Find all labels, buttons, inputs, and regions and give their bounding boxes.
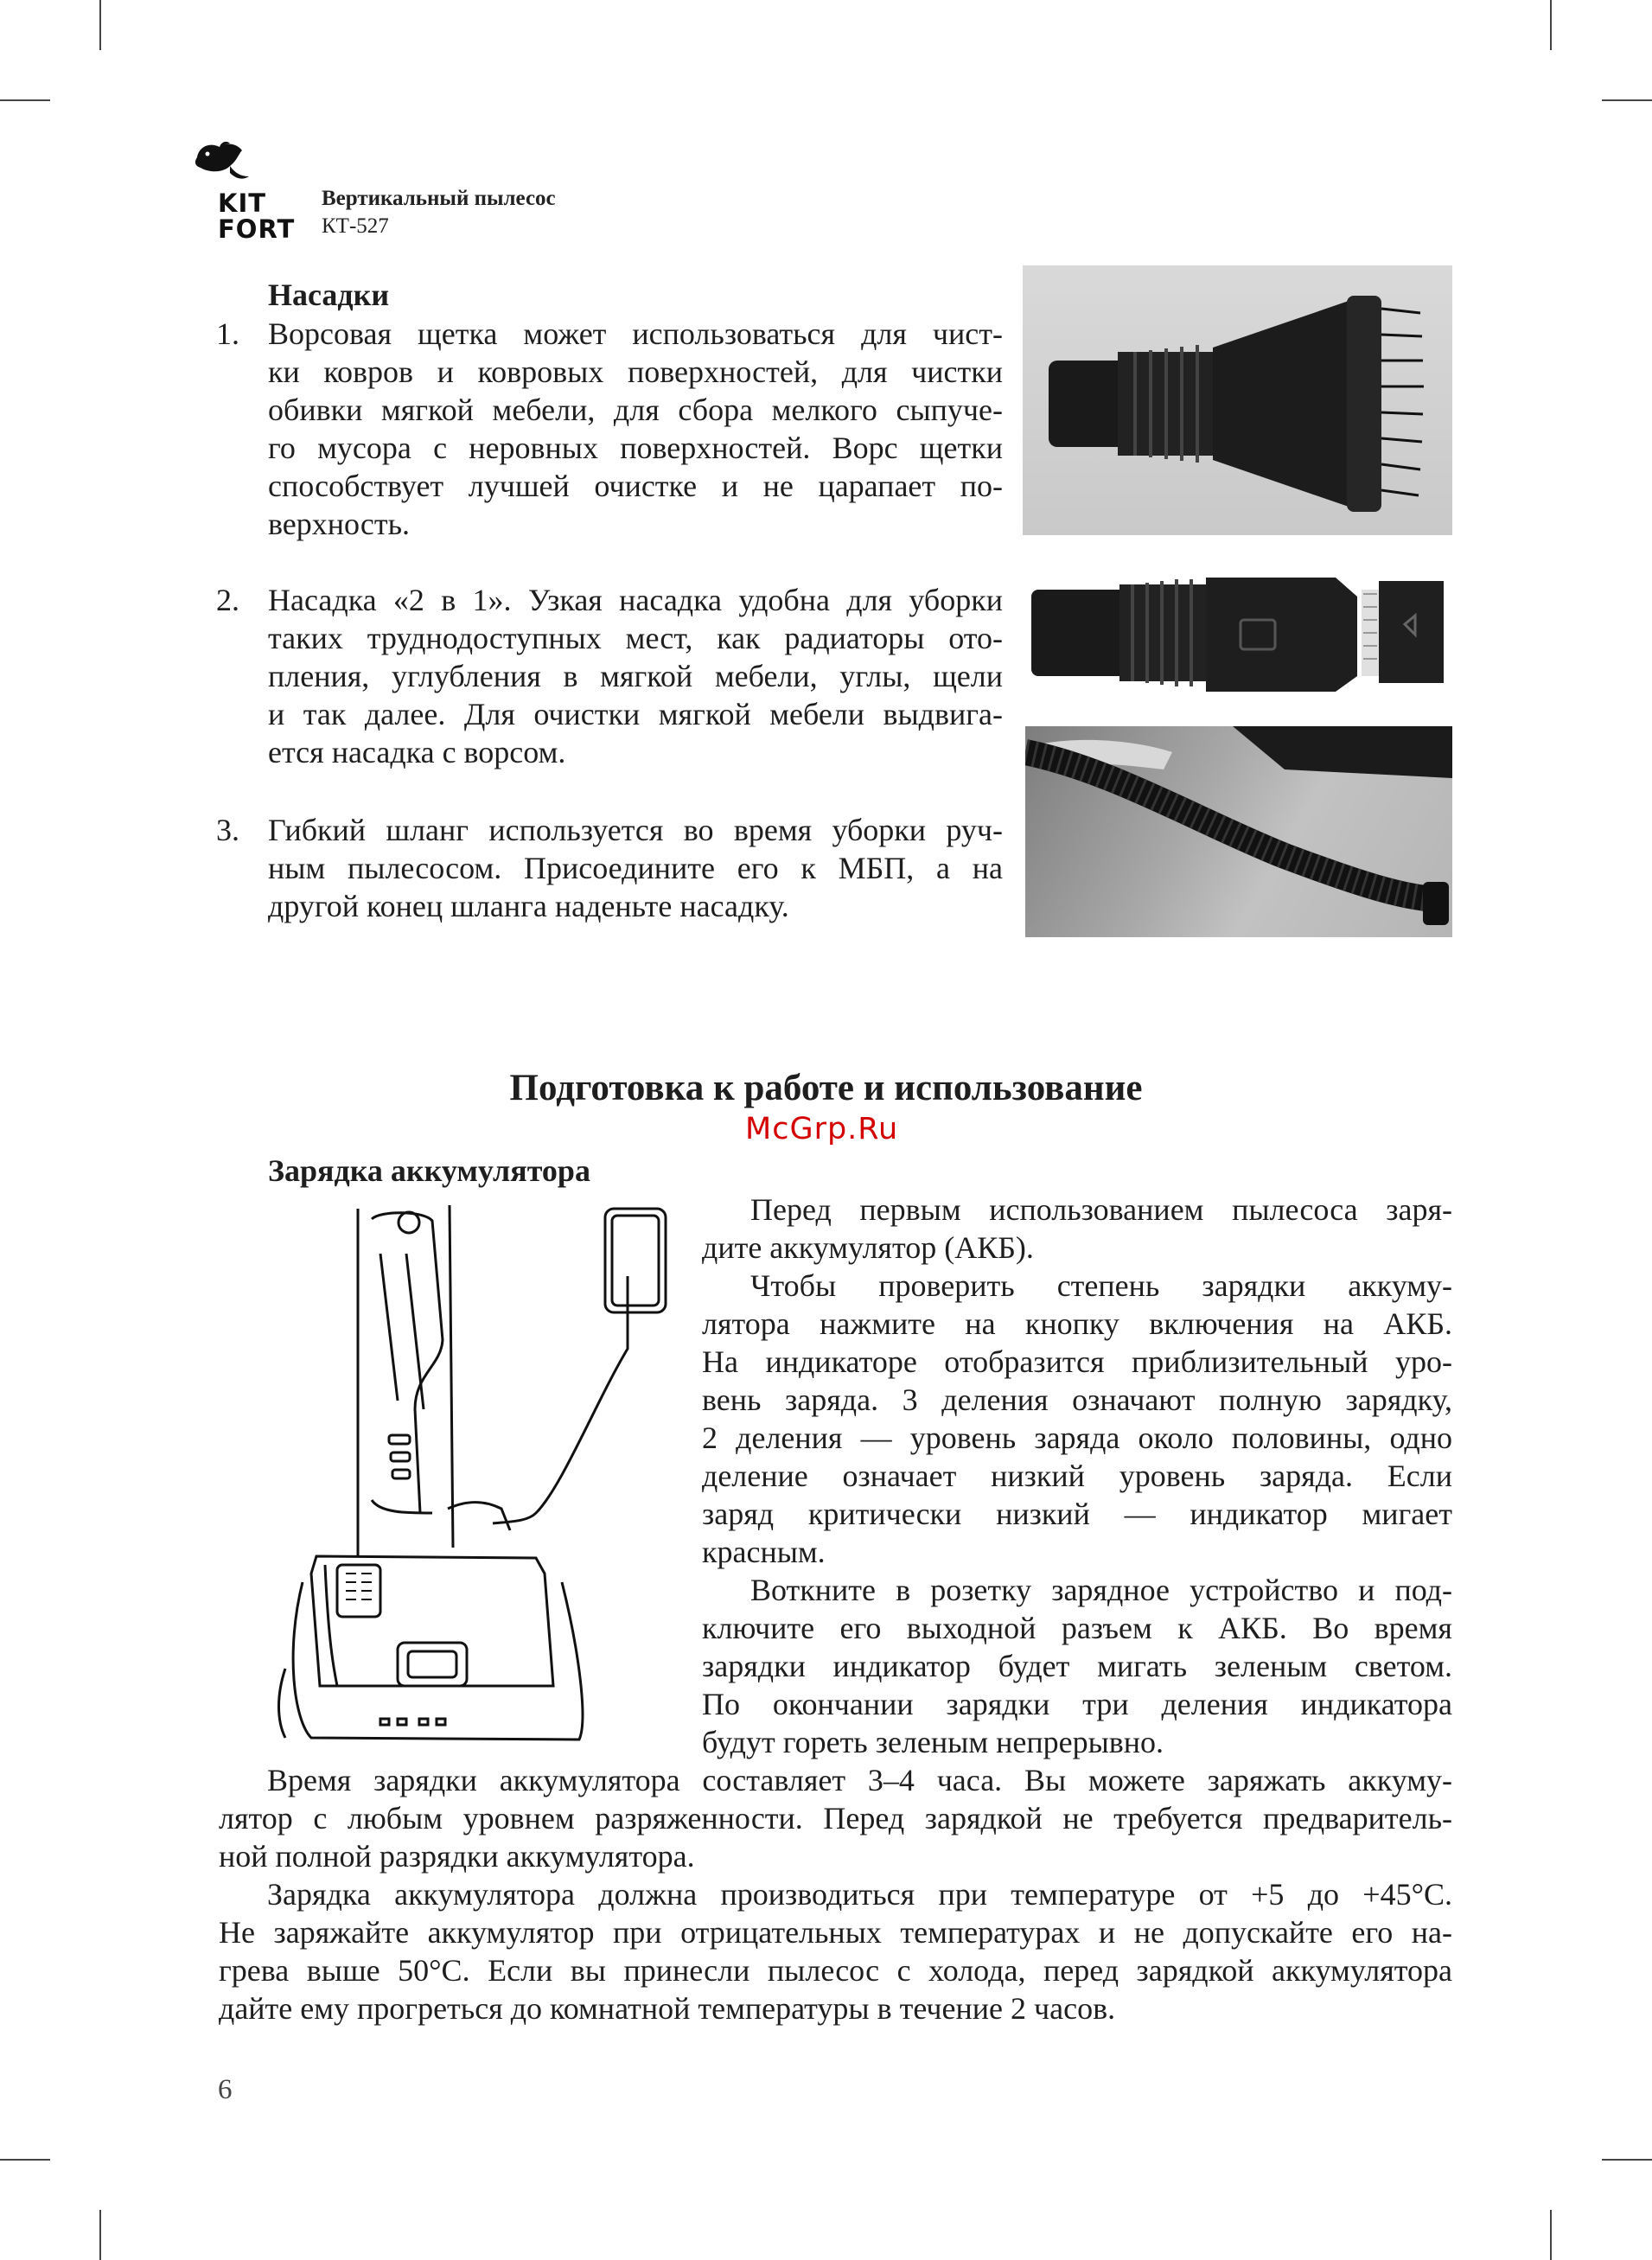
text-line: Воткните в розетку зарядное устройство и под-: [750, 1573, 1452, 1607]
kitfort-bird-icon: [188, 138, 252, 188]
nozzles-heading: Насадки: [268, 278, 390, 312]
crop-mark-bottom-left-v: [99, 2210, 101, 2260]
text-line: другой конец шланга наденьте насадку.: [268, 889, 789, 923]
text-line: лятор с любым уровнем разряженности. Перед зарядкой не требуется предваритель-: [219, 1801, 1452, 1835]
text-line: По окончании зарядки три деления индикатора: [702, 1687, 1452, 1721]
nozzle-item-3-text: [268, 811, 1003, 925]
text-line: Перед первым использованием пылесоса заря-: [750, 1192, 1452, 1227]
text-line: будут гореть зеленым непрерывно.: [702, 1725, 1164, 1759]
text-line: верхность.: [268, 507, 411, 541]
nozzle-item-1-text: [268, 315, 1003, 543]
crop-mark-bottom-left-h: [0, 2159, 50, 2161]
text-line: го мусора с неровных поверхностей. Ворс щетки: [268, 431, 1003, 465]
crop-mark-bottom-right-v: [1550, 2210, 1552, 2260]
text-line: Зарядка аккумулятора должна производиться при температуре от +5 до +45°С.: [267, 1877, 1452, 1912]
text-line: зарядки индикатор будет мигать зеленым светом.: [702, 1649, 1452, 1683]
charging-side-text: [702, 1191, 1452, 1761]
text-line: заряд критически низкий — индикатор мигает: [702, 1497, 1452, 1531]
text-line: Ворсовая щетка может использоваться для чист-: [268, 316, 1003, 351]
crop-mark-top-left-h: [0, 99, 50, 101]
logo-text-fort: FORT: [218, 214, 296, 244]
text-line: способствует лучшей очистке и не царапает по-: [268, 469, 1003, 503]
flexible-hose-photo: [1025, 726, 1452, 937]
text-line: Время зарядки аккумулятора составляет 3–4 часа. Вы можете заряжать аккуму-: [267, 1763, 1452, 1797]
crop-mark-top-right-v: [1550, 0, 1552, 50]
charging-full-text: [219, 1761, 1452, 2027]
text-line: 2 деления — уровень заряда около половины, одно: [702, 1420, 1452, 1455]
text-line: Насадка «2 в 1». Узкая насадка удобна для уборки: [268, 583, 1003, 617]
bristle-brush-photo: [1023, 265, 1452, 535]
kitfort-logo: [188, 138, 301, 242]
nozzle-item-number: 2.: [216, 583, 239, 617]
nozzle-item-number: 1.: [216, 316, 239, 351]
header-product-title: Вертикальный пылесос: [322, 187, 556, 210]
text-line: лятора нажмите на кнопку включения на АКБ.: [702, 1306, 1452, 1341]
text-line: грева выше 50°С. Если вы принесли пылесос с холода, перед зарядкой аккумулятора: [219, 1953, 1452, 1988]
logo-text-kit: KIT: [218, 188, 267, 218]
section-title: Подготовка к работе и использование: [509, 1068, 1143, 1108]
text-line: Не заряжайте аккумулятор при отрицательных температурах и не допускайте его на-: [219, 1915, 1452, 1950]
text-line: Гибкий шланг используется во время уборки руч-: [268, 813, 1003, 847]
text-line: ной полной разрядки аккумулятора.: [219, 1839, 695, 1874]
battery-charging-heading: Зарядка аккумулятора: [268, 1153, 590, 1188]
nozzle-item-2-text: [268, 581, 1003, 771]
text-line: ки ковров и ковровых поверхностей, для чистки: [268, 354, 1003, 389]
crop-mark-bottom-right-h: [1602, 2159, 1652, 2161]
text-line: На индикаторе отобразится приблизительный уро-: [702, 1344, 1452, 1379]
text-line: пления, углубления в мягкой мебели, углы, щели: [268, 659, 1003, 693]
nozzle-item-number: 3.: [216, 813, 239, 847]
text-line: обивки мягкой мебели, для сбора мелкого сыпуче-: [268, 393, 1003, 427]
crop-mark-top-right-h: [1602, 99, 1652, 101]
text-line: вень заряда. 3 деления означают полную зарядку,: [702, 1382, 1452, 1417]
text-line: таких труднодоступных мест, как радиаторы ото-: [268, 621, 1003, 655]
text-line: и так далее. Для очистки мягкой мебели выдвига-: [268, 697, 1003, 731]
text-line: ным пылесосом. Присоедините его к МБП, а на: [268, 851, 1003, 885]
crevice-nozzle-photo: [1024, 555, 1452, 709]
watermark: McGrp.Ru: [745, 1112, 899, 1146]
page-number: 6: [218, 2074, 233, 2105]
text-line: Чтобы проверить степень зарядки аккуму-: [750, 1268, 1452, 1303]
header-model: КТ-527: [322, 214, 389, 238]
text-line: дите аккумулятор (АКБ).: [702, 1230, 1034, 1265]
text-line: дайте ему прогреться до комнатной температуры в течение 2 часов.: [219, 1991, 1116, 2026]
text-line: ключите его выходной разъем к АКБ. Во время: [702, 1611, 1452, 1645]
crop-mark-top-left-v: [99, 0, 101, 50]
text-line: деление означает низкий уровень заряда. Если: [702, 1459, 1452, 1493]
text-line: красным.: [702, 1535, 826, 1569]
text-line: ется насадка с ворсом.: [268, 735, 566, 769]
vacuum-charging-illustration: [251, 1202, 683, 1746]
